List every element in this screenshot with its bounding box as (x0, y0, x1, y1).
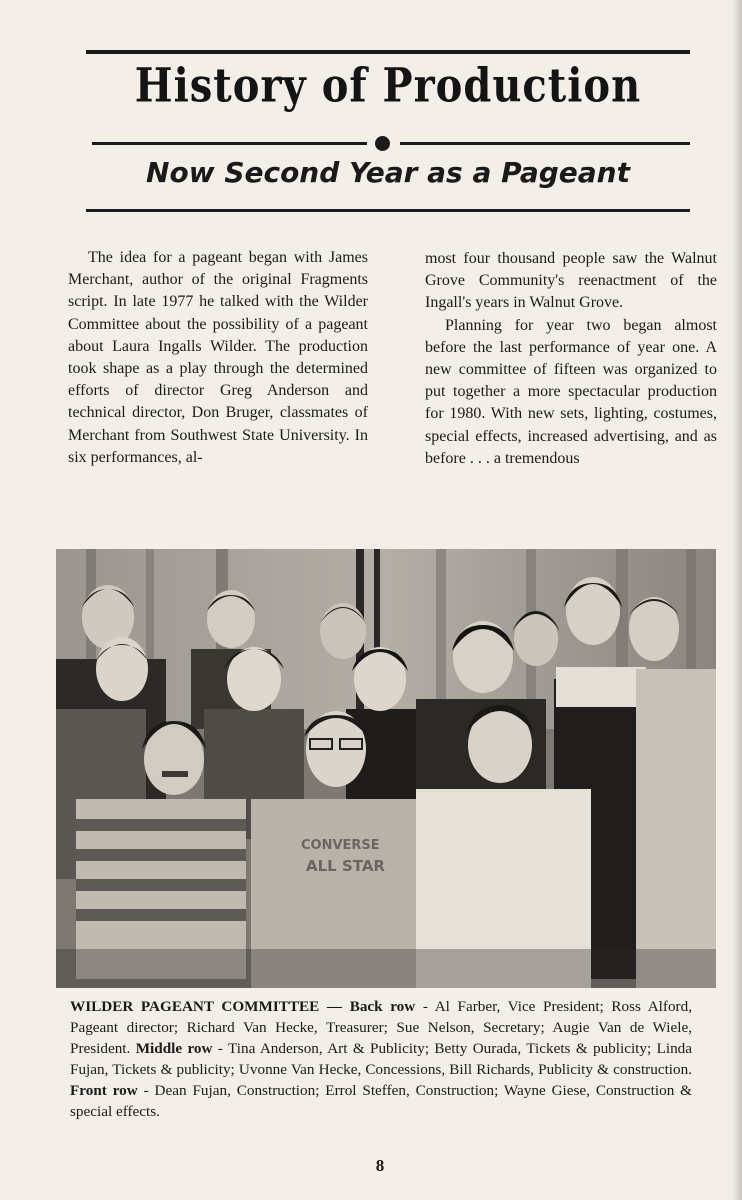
caption-heading: WILDER PAGEANT COMMITTEE — (70, 998, 343, 1015)
caption-front-row-label: Front row (70, 1082, 138, 1099)
middle-rule-left (92, 142, 367, 145)
page-number: 8 (375, 1156, 385, 1175)
bottom-rule (86, 209, 690, 212)
top-rule (86, 50, 690, 54)
article-column-right (425, 248, 717, 470)
caption-front-row-text: - Dean Fujan, Construction; Errol Steffen, Construction; Wayne Giese, Construction & special effects. (70, 1082, 692, 1120)
page-title: History of Production (134, 58, 642, 114)
article-paragraph: The idea for a pageant began with James Merchant, author of the original Fragments script. In late 1977 he talked with the Wilder Committee about the possibility of a pageant about Laura Ingalls Wilder. The production took shape as a play through the determined efforts of director Greg Anderson and technical director, Don Bruger, classmates of Merchant from Southwest State University. In six performances, al- (68, 249, 368, 466)
committee-photo (56, 549, 716, 988)
photo-caption (70, 996, 692, 1122)
group-photo-illustration (56, 549, 716, 988)
page-subtitle: Now Second Year as a Pageant (146, 156, 630, 189)
caption-back-row-text: - Al Farber, Vice President; Ross Alford, Pageant director; Richard Van Hecke, Treasurer; Sue Nelson, Secretary; Augie Van de Wiele, President. (70, 998, 693, 1057)
article-column-left (68, 247, 368, 469)
caption-back-row-label: Back row (349, 998, 416, 1015)
article-paragraph: most four thousand people saw the Walnut Grove Community's reenactment of the Ingall's years in Walnut Grove. (425, 250, 717, 312)
front-row-people (76, 705, 591, 988)
article-paragraph: Planning for year two began almost before the last performance of year one. A new committee of fifteen was organized to put together a more spectacular production for 1980. With new sets, lighting, costumes, special effects, increased advertising, and as before . . . a tremendous (425, 316, 717, 467)
shirt-text-allstar: ALL STAR (306, 857, 385, 875)
middle-rule-right (400, 142, 690, 145)
caption-middle-row-label: Middle row (135, 1040, 213, 1057)
ornament-dot (375, 136, 390, 151)
caption-middle-row-text: - Tina Anderson, Art & Publicity; Betty Ourada, Tickets & publicity; Linda Fujan, Tickets & publicity; Uvonne Van Hecke, Concessions, Bill Richards, Publicity & construction. (70, 1040, 692, 1078)
shirt-text-converse: CONVERSE (301, 838, 380, 853)
